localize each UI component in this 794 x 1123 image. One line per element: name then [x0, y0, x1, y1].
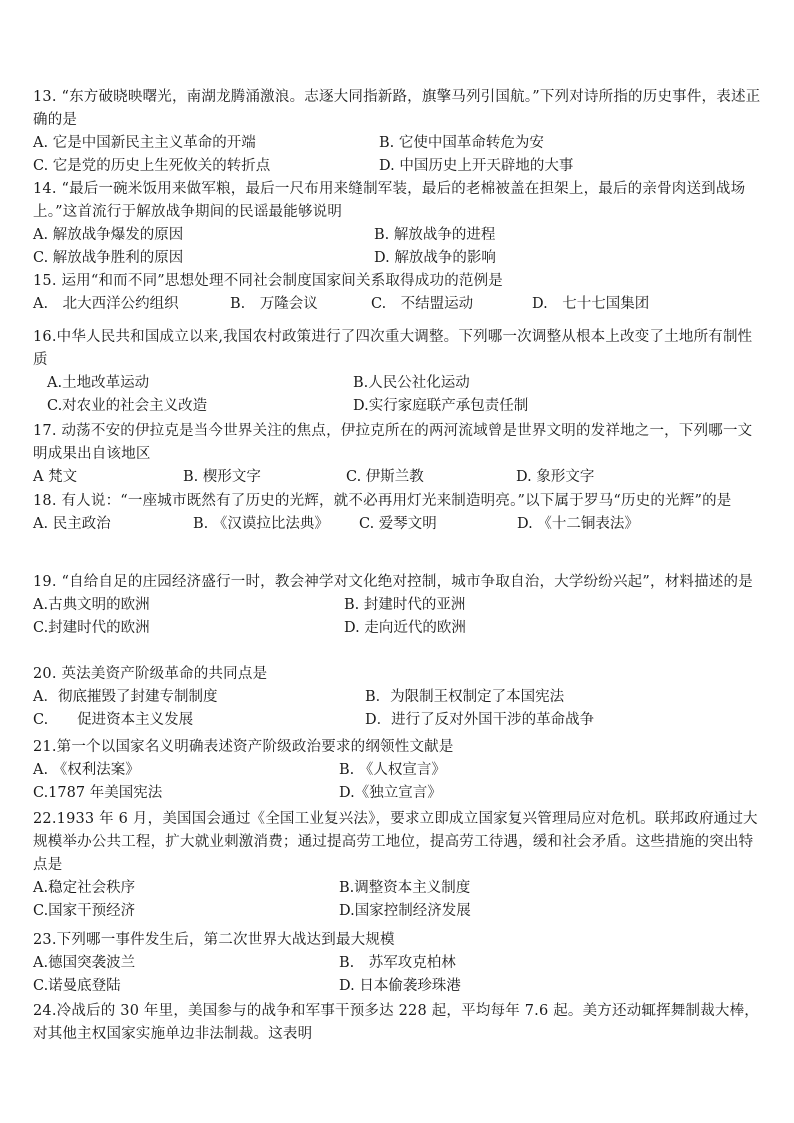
option-row [33, 952, 763, 975]
option-d[interactable]: D．进行了反对外国干涉的革命战争 [365, 712, 595, 728]
question-17 [33, 420, 763, 489]
option-a[interactable]: A. 北大西洋公约组织 [33, 296, 179, 312]
question-stem: 17. 动荡不安的伊拉克是当今世界关注的焦点，伊拉克所在的两河流域曾是世界文明的发祥地之一，下列哪一文明成果出自该地区 [33, 423, 753, 462]
question-14 [33, 178, 763, 270]
option-b[interactable]: B．为限制王权制定了本国宪法 [365, 689, 565, 705]
option-row [33, 293, 763, 316]
option-row [33, 709, 763, 732]
option-row [33, 900, 763, 923]
option-b[interactable]: B.调整资本主义制度 [339, 880, 471, 896]
option-d[interactable]: D. 七十七国集团 [532, 296, 650, 312]
option-b[interactable]: B. 苏军攻克柏林 [339, 955, 456, 971]
option-b[interactable]: B. 封建时代的亚洲 [344, 597, 466, 613]
option-a[interactable]: A. 民主政治 [33, 516, 111, 532]
option-b[interactable]: B. 《汉谟拉比法典》 [193, 516, 329, 532]
question-16 [33, 326, 763, 418]
option-b[interactable]: B. 解放战争的进程 [374, 227, 496, 243]
option-row [33, 686, 763, 709]
option-b[interactable]: B.人民公社化运动 [353, 375, 470, 391]
option-c[interactable]: C. 它是党的历史上生死攸关的转折点 [33, 158, 271, 174]
question-stem: 23.下列哪一事件发生后，第二次世界大战达到最大规模 [33, 932, 395, 948]
option-d[interactable]: D. 中国历史上开天辟地的大事 [379, 158, 574, 174]
option-row [33, 247, 763, 270]
option-d[interactable]: D.实行家庭联产承包责任制 [353, 398, 529, 414]
question-18 [33, 490, 763, 536]
question-stem: 13. “东方破晓映曙光，南湖龙腾涌激浪。志逐大同指新路，旗擎马列引国航。”下列对诗所指的历史事件，表述正确的是 [33, 89, 761, 128]
option-c[interactable]: C.对农业的社会主义改造 [47, 398, 208, 414]
question-stem: 24.冷战后的 30 年里，美国参与的战争和军事干预多达 228 起，平均每年 7.6 起。美方还动辄挥舞制裁大棒，对其他主权国家实施单边非法制裁。这表明 [33, 1003, 759, 1042]
option-b[interactable]: B. 《人权宣言》 [339, 762, 446, 778]
question-15 [33, 270, 763, 316]
option-row [33, 759, 763, 782]
question-19 [33, 571, 763, 640]
option-row [33, 513, 763, 536]
option-c[interactable]: C.国家干预经济 [33, 903, 136, 919]
option-d[interactable]: D. 象形文字 [516, 469, 595, 485]
option-row [33, 132, 763, 155]
option-row [33, 155, 763, 178]
question-stem: 21.第一个以国家名义明确表述资产阶级政治要求的纲领性文献是 [33, 739, 454, 755]
option-c[interactable]: C. 不结盟运动 [371, 296, 474, 312]
option-a[interactable]: A 梵文 [33, 469, 78, 485]
option-row [33, 782, 763, 805]
option-row [33, 395, 763, 418]
option-a[interactable]: A. 《权利法案》 [33, 762, 140, 778]
option-b[interactable]: B. 它使中国革命转危为安 [379, 135, 544, 151]
option-row [33, 466, 763, 489]
question-21 [33, 736, 763, 805]
option-d[interactable]: D.《独立宣言》 [339, 785, 442, 801]
option-c[interactable]: C. 促进资本主义发展 [33, 712, 194, 728]
option-c[interactable]: C.1787 年美国宪法 [33, 785, 163, 801]
option-a[interactable]: A.古典文明的欧洲 [33, 597, 150, 613]
option-d[interactable]: D. 日本偷袭珍珠港 [339, 978, 461, 994]
option-row [33, 617, 763, 640]
option-a[interactable]: A.稳定社会秩序 [33, 880, 136, 896]
option-d[interactable]: D. 走向近代的欧洲 [344, 620, 466, 636]
question-stem: 19. “自给自足的庄园经济盛行一时，教会神学对文化绝对控制，城市争取自治，大学纷纷兴起”，材料描述的是 [33, 574, 753, 590]
option-row [33, 224, 763, 247]
option-a[interactable]: A.土地改革运动 [47, 375, 150, 391]
option-c[interactable]: C. 伊斯兰教 [346, 469, 424, 485]
question-stem: 20. 英法美资产阶级革命的共同点是 [33, 666, 268, 682]
option-row [33, 594, 763, 617]
question-stem: 15. 运用“和而不同”思想处理不同社会制度国家间关系取得成功的范例是 [33, 273, 503, 289]
option-d[interactable]: D.国家控制经济发展 [339, 903, 471, 919]
option-a[interactable]: A. 解放战争爆发的原因 [33, 227, 184, 243]
option-a[interactable]: A．彻底摧毁了封建专制制度 [33, 689, 218, 705]
option-row [33, 877, 763, 900]
option-d[interactable]: D. 《十二铜表法》 [517, 516, 639, 532]
option-row [33, 372, 763, 395]
option-c[interactable]: C. 解放战争胜利的原因 [33, 250, 184, 266]
question-stem: 18. 有人说：“一座城市既然有了历史的光辉，就不必再用灯光来制造明亮。”以下属于罗马“历史的光辉”的是 [33, 493, 732, 509]
option-d[interactable]: D. 解放战争的影响 [374, 250, 496, 266]
option-row [33, 975, 763, 998]
question-stem: 22.1933 年 6 月，美国国会通过《全国工业复兴法》，要求立即成立国家复兴管理局应对危机。联邦政府通过大规模举办公共工程，扩大就业刺激消费；通过提高劳工地位，提高劳工待遇，缓和社会矛盾。这些措施的突出特点是 [33, 811, 758, 873]
option-b[interactable]: B. 万隆会议 [230, 296, 318, 312]
option-c[interactable]: C.封建时代的欧洲 [33, 620, 150, 636]
question-22 [33, 808, 763, 923]
question-23 [33, 929, 763, 998]
option-a[interactable]: A. 它是中国新民主主义革命的开端 [33, 135, 256, 151]
option-a[interactable]: A.德国突袭波兰 [33, 955, 136, 971]
question-24 [33, 1000, 763, 1046]
question-20 [33, 663, 763, 732]
question-stem: 16.中华人民共和国成立以来,我国农村政策进行了四次重大调整。下列哪一次调整从根本上改变了土地所有制性质 [33, 329, 753, 368]
option-c[interactable]: C. 爱琴文明 [359, 516, 437, 532]
option-c[interactable]: C.诺曼底登陆 [33, 978, 121, 994]
option-b[interactable]: B. 楔形文字 [183, 469, 261, 485]
question-13 [33, 86, 763, 178]
question-stem: 14. “最后一碗米饭用来做军粮，最后一尺布用来缝制军装，最后的老棉被盖在担架上，最后的亲骨肉送到战场上。”这首流行于解放战争期间的民谣最能够说明 [33, 181, 746, 220]
